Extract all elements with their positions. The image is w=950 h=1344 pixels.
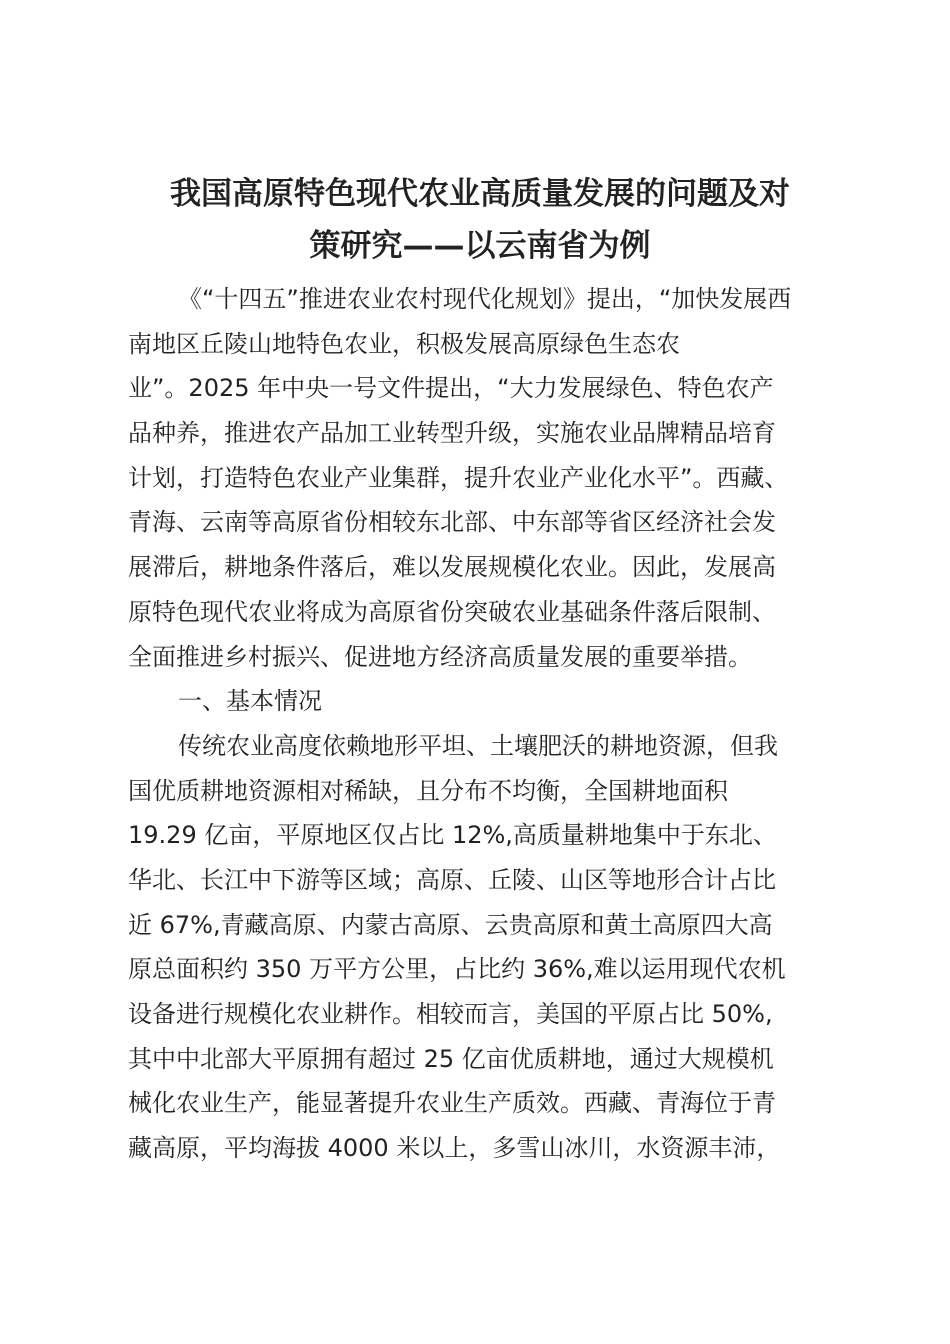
paragraph-1-line: 全面推进乡村振兴、促进地方经济高质量发展的重要举措。 bbox=[128, 642, 752, 671]
title-line-2: 策研究——以云南省为例 bbox=[309, 228, 651, 264]
paragraph-1-line: 计划，打造特色农业产业集群，提升农业产业化水平”。西藏、 bbox=[128, 463, 789, 492]
title-line-1: 我国高原特色现代农业高质量发展的问题及对 bbox=[170, 176, 790, 212]
paragraph-1-line: 品种养，推进农产品加工业转型升级，实施农业品牌精品培育 bbox=[128, 419, 776, 448]
document-title bbox=[110, 168, 850, 272]
paragraph-2-line: 近 67%,青藏高原、内蒙古高原、云贵高原和黄土高原四大高 bbox=[128, 910, 773, 939]
paragraph-1-line: 《“十四五”推进农业农村现代化规划》提出，“加快发展西 bbox=[178, 285, 792, 313]
paragraph-2-line: 传统农业高度依赖地形平坦、土壤肥沃的耕地资源，但我 bbox=[178, 731, 778, 760]
paragraph-1-line: 南地区丘陵山地特色农业，积极发展高原绿色生态农 bbox=[128, 329, 680, 358]
paragraph-2-line: 其中中北部大平原拥有超过 25 亿亩优质耕地，通过大规模机 bbox=[128, 1044, 774, 1073]
paragraph-2-line: 华北、长江中下游等区域；高原、丘陵、山区等地形合计占比 bbox=[128, 865, 776, 894]
paragraph-2-line: 国优质耕地资源相对稀缺，且分布不均衡，全国耕地面积 bbox=[128, 776, 728, 805]
section-heading: 一、基本情况 bbox=[178, 687, 322, 716]
paragraph-1-line: 原特色现代农业将成为高原省份突破农业基础条件落后限制、 bbox=[128, 597, 776, 626]
paragraph-1-line: 青海、云南等高原省份相较东北部、中东部等省区经济社会发 bbox=[128, 508, 776, 537]
document-body bbox=[128, 277, 828, 1171]
paragraph-2-line: 械化农业生产，能显著提升农业生产质效。西藏、青海位于青 bbox=[128, 1089, 776, 1118]
paragraph-1-line: 展滞后，耕地条件落后，难以发展规模化农业。因此，发展高 bbox=[128, 553, 776, 582]
paragraph-2-line: 藏高原，平均海拔 4000 米以上，多雪山冰川，水资源丰沛， bbox=[128, 1134, 781, 1163]
paragraph-1-line: 业”。2025 年中央一号文件提出，“大力发展绿色、特色农产 bbox=[128, 374, 774, 403]
paragraph-2-line: 19.29 亿亩，平原地区仅占比 12%,高质量耕地集中于东北、 bbox=[128, 821, 777, 850]
paragraph-2-line: 设备进行规模化农业耕作。相较而言，美国的平原占比 50%, bbox=[128, 1000, 773, 1028]
paragraph-2-line: 原总面积约 350 万平方公里，占比约 36%,难以运用现代农机 bbox=[128, 955, 786, 984]
